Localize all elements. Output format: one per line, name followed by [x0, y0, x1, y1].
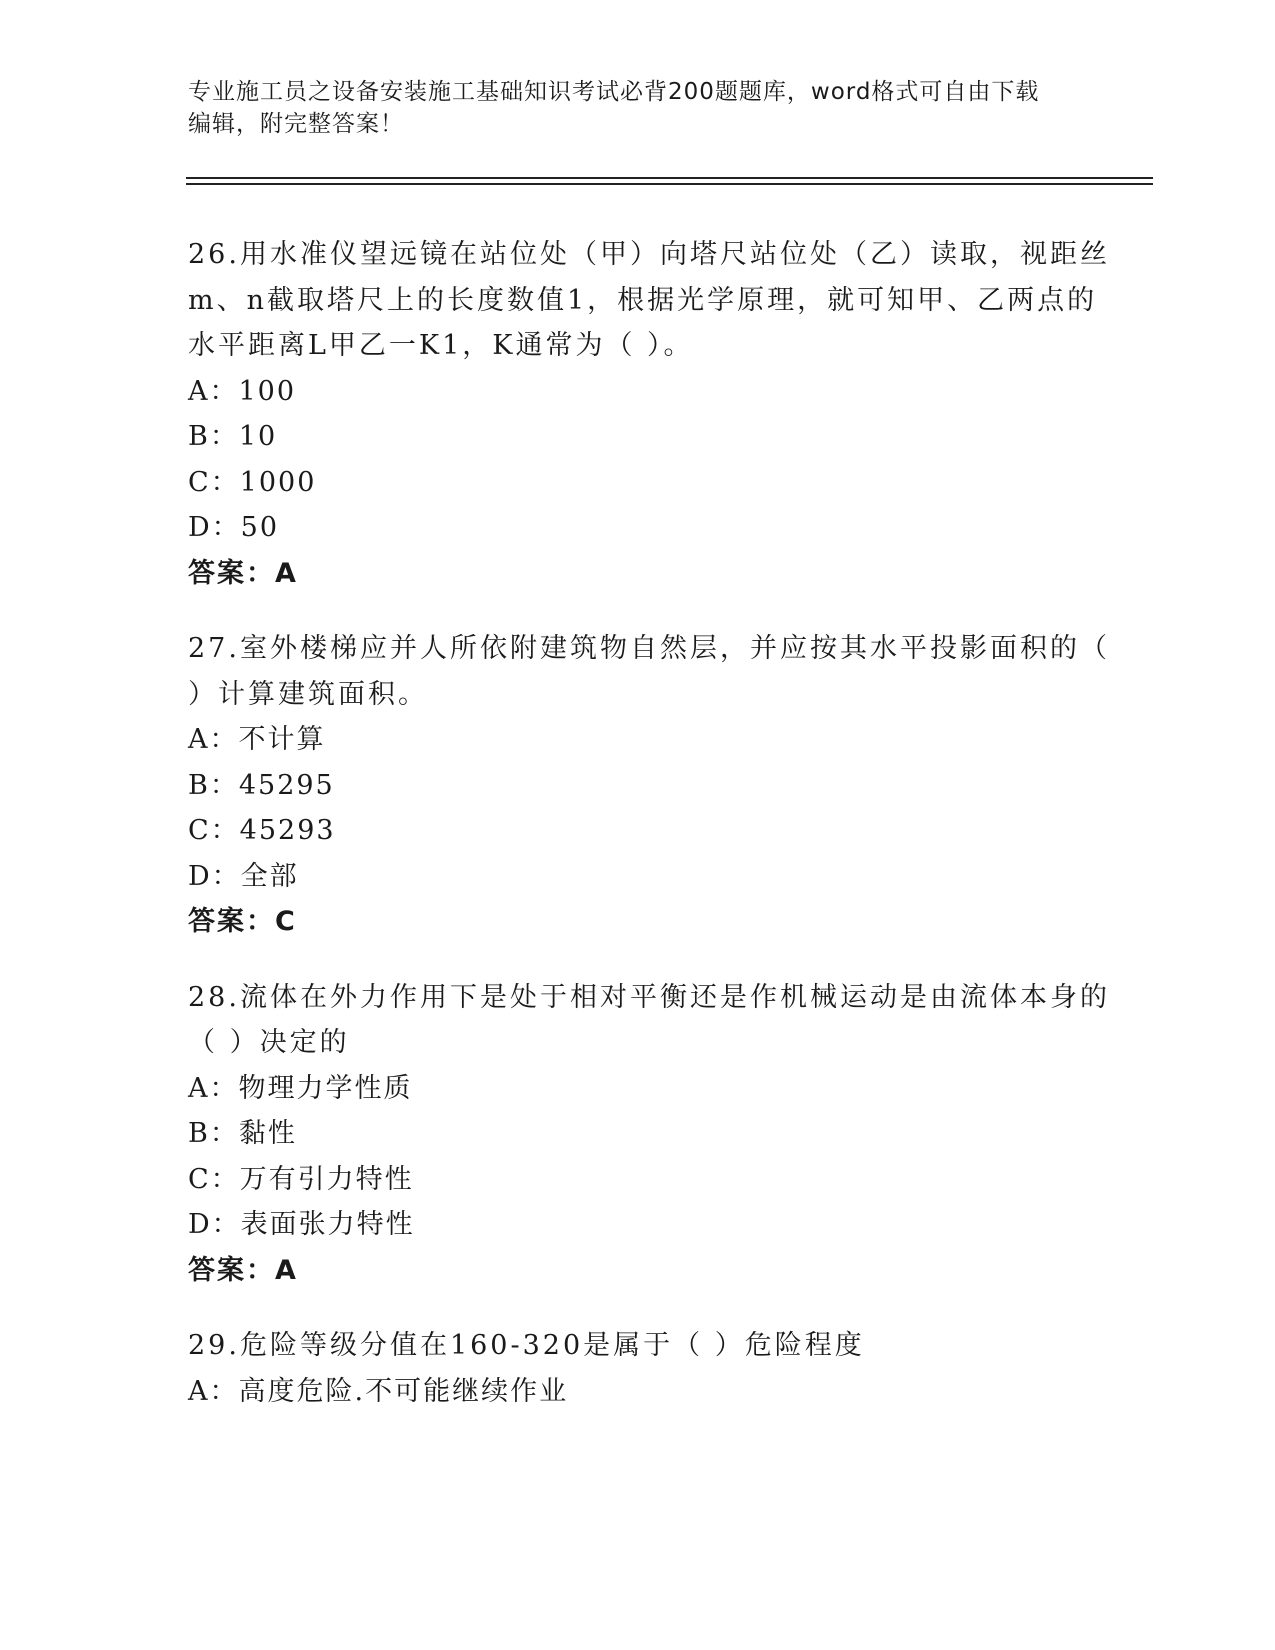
option-b: B：45295	[188, 769, 335, 801]
option-d: D：表面张力特性	[188, 1209, 415, 1240]
option-c: C：万有引力特性	[188, 1163, 414, 1195]
document-header	[188, 76, 1088, 140]
header-line-2: 编辑，附完整答案！	[188, 111, 404, 137]
question-text-line: ）计算建筑面积。	[188, 678, 428, 710]
question-26	[188, 232, 1110, 596]
answer-label: 答案：C	[188, 906, 297, 937]
question-text-line: 26.用水准仪望远镜在站位处（甲）向塔尺站位处（乙）读取，视距丝	[188, 239, 1110, 270]
question-list	[188, 232, 1110, 1444]
option-a: A：高度危险.不可能继续作业	[188, 1375, 569, 1407]
option-c: C：45293	[188, 815, 336, 846]
option-b: B：黏性	[188, 1118, 297, 1149]
option-d: D：全部	[188, 860, 299, 892]
option-a: A：100	[188, 375, 297, 407]
option-c: C：1000	[188, 466, 317, 498]
option-a: A：物理力学性质	[188, 1072, 413, 1104]
header-line-1: 专业施工员之设备安装施工基础知识考试必背200题题库，word格式可自由下载	[188, 79, 1040, 105]
option-b: B：10	[188, 421, 278, 452]
header-divider-bottom	[186, 183, 1153, 185]
question-text-line: 29.危险等级分值在160-320是属于（ ）危险程度	[188, 1330, 865, 1361]
question-text-line: 28.流体在外力作用下是处于相对平衡还是作机械运动是由流体本身的	[188, 981, 1110, 1013]
question-text-line: m、n截取塔尺上的长度数值1，根据光学原理，就可知甲、乙两点的	[188, 284, 1098, 316]
option-d: D：50	[188, 512, 280, 543]
option-a: A：不计算	[188, 724, 326, 755]
question-text-line: 水平距离L甲乙一K1，K通常为（ ）。	[188, 330, 694, 361]
question-text-line: （ ）决定的	[188, 1027, 350, 1058]
header-divider-top	[186, 177, 1153, 179]
question-28	[188, 975, 1110, 1294]
answer-label: 答案：A	[188, 1254, 298, 1286]
answer-label: 答案：A	[188, 557, 298, 589]
question-29	[188, 1323, 1088, 1414]
question-27	[188, 626, 1110, 945]
question-text-line: 27.室外楼梯应并人所依附建筑物自然层，并应按其水平投影面积的（	[188, 633, 1110, 664]
